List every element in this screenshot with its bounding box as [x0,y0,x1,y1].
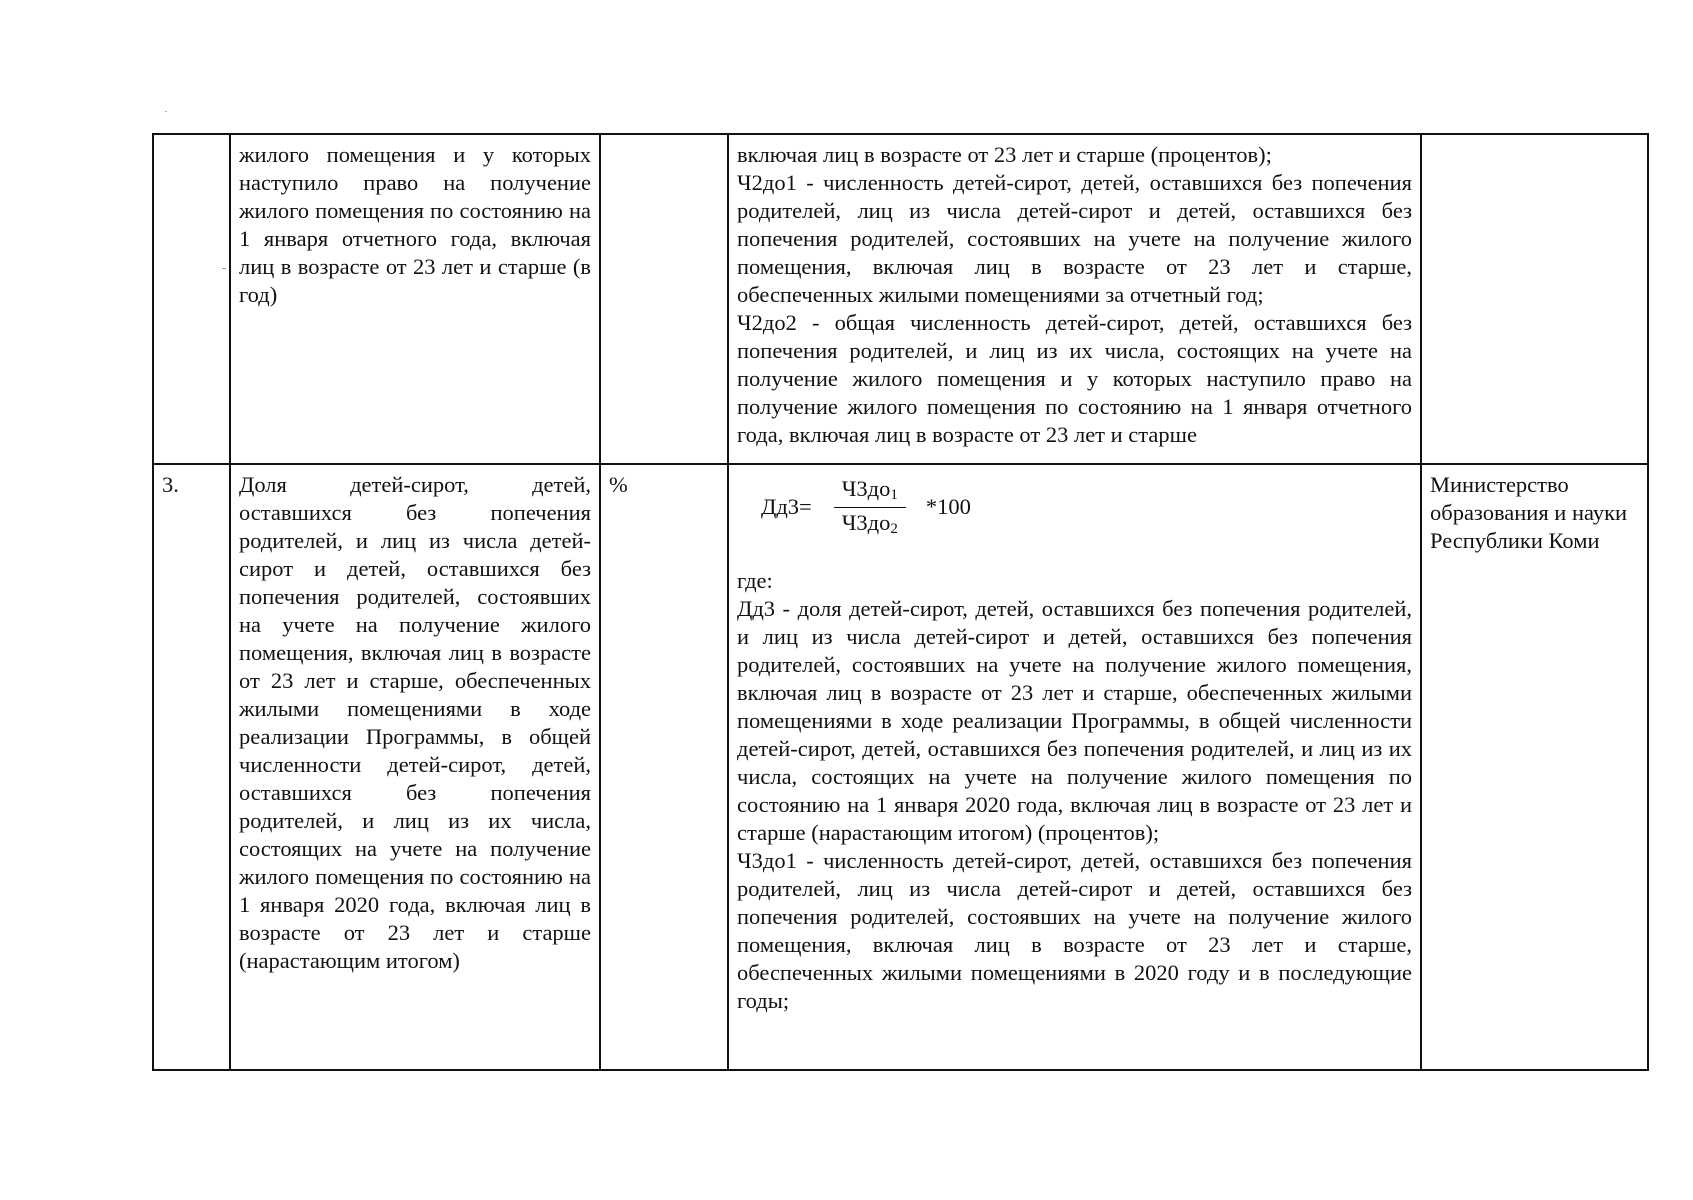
method-line: Дд3 - доля детей-сирот, детей, оставшихся без попечения родителей, и лиц из числа детей-сирот и детей, оставшихся без попечения родителей, состоявших на учете на получение жилого помещения, включая лиц в возрасте от 23 лет и старше, обеспеченных жилыми помещениями в ходе реализации Программы, в общей численности детей-сирот, детей, оставшихся без попечения родителей, и лиц из их числа, состоящих на учете на получение жилого помещения по состоянию на 1 января 2020 года, включая лиц в возрасте от 23 лет и старше (нарастающим итогом) (процентов); [737,596,1412,845]
unit-cell: % [600,464,728,1070]
calculation-method-cell [728,464,1421,1070]
formula-lhs: Дд3= [761,494,812,519]
row-number-cell: 3. [153,464,230,1070]
indicators-table [152,133,1649,1071]
method-line: Ч2до2 - общая численность детей-сирот, детей, оставшихся без попечения родителей, и лиц из их числа, состоящих на учете на получение жилого помещения и у которых наступило право на получение жилого помещения по состоянию на 1 января отчетного года, включая лиц в возрасте от 23 лет и старше [737,310,1412,447]
formula-multiplier: *100 [925,494,971,519]
indicator-name-cell: жилого помещения и у которых наступило право на получение жилого помещения по состоянию на 1 января отчетного года, включая лиц в возрасте от 23 лет и старше (в год) [230,134,600,464]
calculation-method-cell [728,134,1421,464]
responsible-cell [1421,134,1648,464]
formula-numerator [834,475,906,508]
numerator-subscript: 1 [890,486,898,503]
table-row [153,464,1648,1070]
scan-mark [165,111,167,112]
formula-denominator [834,508,906,540]
formula-fraction [826,475,914,540]
method-line: включая лиц в возрасте от 23 лет и старше (процентов); [737,142,1272,167]
denominator-base: Ч3до [841,509,891,535]
table-row [153,134,1648,464]
where-label: где: [737,568,773,593]
method-line: Ч2до1 - численность детей-сирот, детей, оставшихся без попечения родителей, лиц из числа детей-сирот и детей, оставшихся без попечения родителей, состоявших на учете на получение жилого помещения, включая лиц в возрасте от 23 лет и старше, обеспеченных жилыми помещениями за отчетный год; [737,170,1412,307]
numerator-base: Ч3до [841,475,891,501]
formula [761,475,1412,537]
method-line: Ч3до1 - численность детей-сирот, детей, оставшихся без попечения родителей, лиц из числа детей-сирот и детей, оставшихся без попечения родителей, состоявших на учете на получение жилого помещения, включая лиц в возрасте от 23 лет и старше, обеспеченных жилыми помещениями в 2020 году и в последующие годы; [737,848,1412,1013]
denominator-subscript: 2 [890,520,898,537]
indicator-name-cell: Доля детей-сирот, детей, оставшихся без попечения родителей, и лиц из числа детей-сирот и детей, оставшихся без попечения родителей, состоявших на учете на получение жилого помещения, включая лиц в возрасте от 23 лет и старше, обеспеченных жилыми помещениями в ходе реализации Программы, в общей численности детей-сирот, детей, оставшихся без попечения родителей, и лиц из их числа, состоящих на учете на получение жилого помещения по состоянию на 1 января 2020 года, включая лиц в возрасте от 23 лет и старше (нарастающим итогом) [230,464,600,1070]
unit-cell [600,134,728,464]
row-number-cell [153,134,230,464]
responsible-cell: Министерство образования и науки Республики Коми [1421,464,1648,1070]
